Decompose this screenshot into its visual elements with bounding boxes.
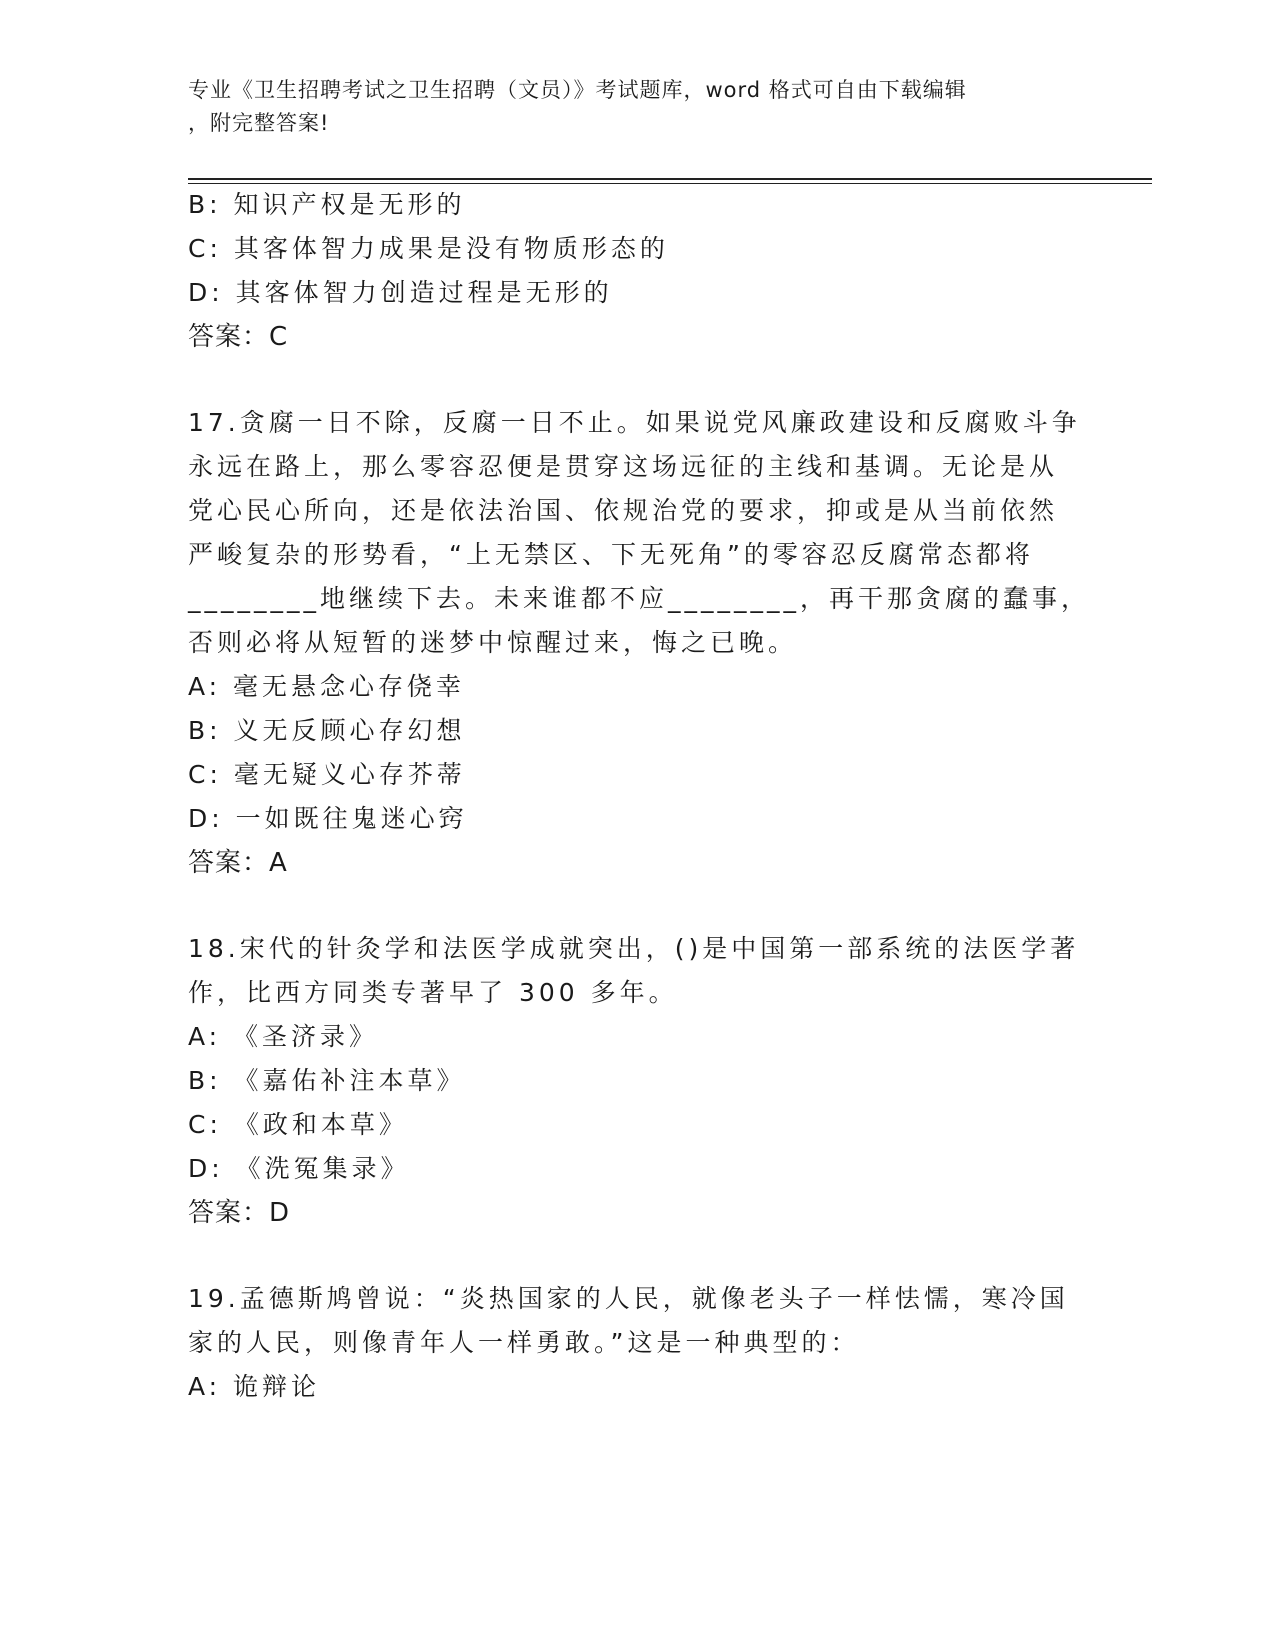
q17-option-a: A: 毫无悬念心存侥幸 bbox=[188, 672, 466, 701]
q17-stem-line-3: 党心民心所向，还是依法治国、依规治党的要求，抑或是从当前依然 bbox=[188, 496, 1059, 525]
q16-option-b: B: 知识产权是无形的 bbox=[188, 190, 466, 219]
q19-stem-line-2: 家的人民，则像青年人一样勇敢。”这是一种典型的： bbox=[188, 1328, 860, 1357]
q17-stem-line-5: ________地继续下去。未来谁都不应________，再干那贪腐的蠢事， bbox=[188, 584, 1091, 613]
q17-stem-line-2: 永远在路上，那么零容忍便是贯穿这场远征的主线和基调。无论是从 bbox=[188, 452, 1059, 481]
q16-option-d: D: 其客体智力创造过程是无形的 bbox=[188, 278, 613, 307]
q17-option-c: C: 毫无疑义心存芥蒂 bbox=[188, 760, 466, 789]
q19-stem-line-1: 19.孟德斯鸠曾说：“炎热国家的人民，就像老头子一样怯懦，寒冷国 bbox=[188, 1284, 1069, 1313]
q18-option-a: A: 《圣济录》 bbox=[188, 1022, 379, 1051]
q17-stem-line-6: 否则必将从短暂的迷梦中惊醒过来，悔之已晚。 bbox=[188, 628, 798, 657]
header-rule-thin bbox=[188, 183, 1152, 184]
header-line-1: 专业《卫生招聘考试之卫生招聘（文员）》考试题库，word 格式可自由下载编辑 bbox=[188, 78, 967, 102]
q17-option-b: B: 义无反顾心存幻想 bbox=[188, 716, 466, 745]
q17-option-d: D: 一如既往鬼迷心窍 bbox=[188, 804, 468, 833]
q16-answer: 答案：C bbox=[188, 322, 289, 352]
header-line-2: ，附完整答案! bbox=[188, 111, 330, 135]
header-rule-thick bbox=[188, 178, 1152, 180]
q19-option-a: A: 诡辩论 bbox=[188, 1372, 321, 1401]
q16-option-c: C: 其客体智力成果是没有物质形态的 bbox=[188, 234, 669, 263]
q18-answer: 答案：D bbox=[188, 1198, 291, 1228]
q18-option-d: D: 《洗冤集录》 bbox=[188, 1154, 410, 1183]
q18-stem-line-1: 18.宋代的针灸学和法医学成就突出，()是中国第一部系统的法医学著 bbox=[188, 934, 1080, 963]
q17-stem-line-1: 17.贪腐一日不除，反腐一日不止。如果说党风廉政建设和反腐败斗争 bbox=[188, 408, 1081, 437]
q18-option-c: C: 《政和本草》 bbox=[188, 1110, 408, 1139]
q17-answer: 答案：A bbox=[188, 848, 288, 878]
q17-stem-line-4: 严峻复杂的形势看，“上无禁区、下无死角”的零容忍反腐常态都将 bbox=[188, 540, 1034, 569]
q18-option-b: B: 《嘉佑补注本草》 bbox=[188, 1066, 466, 1095]
document-header bbox=[188, 74, 1088, 140]
q18-stem-line-2: 作，比西方同类专著早了 300 多年。 bbox=[188, 978, 678, 1007]
